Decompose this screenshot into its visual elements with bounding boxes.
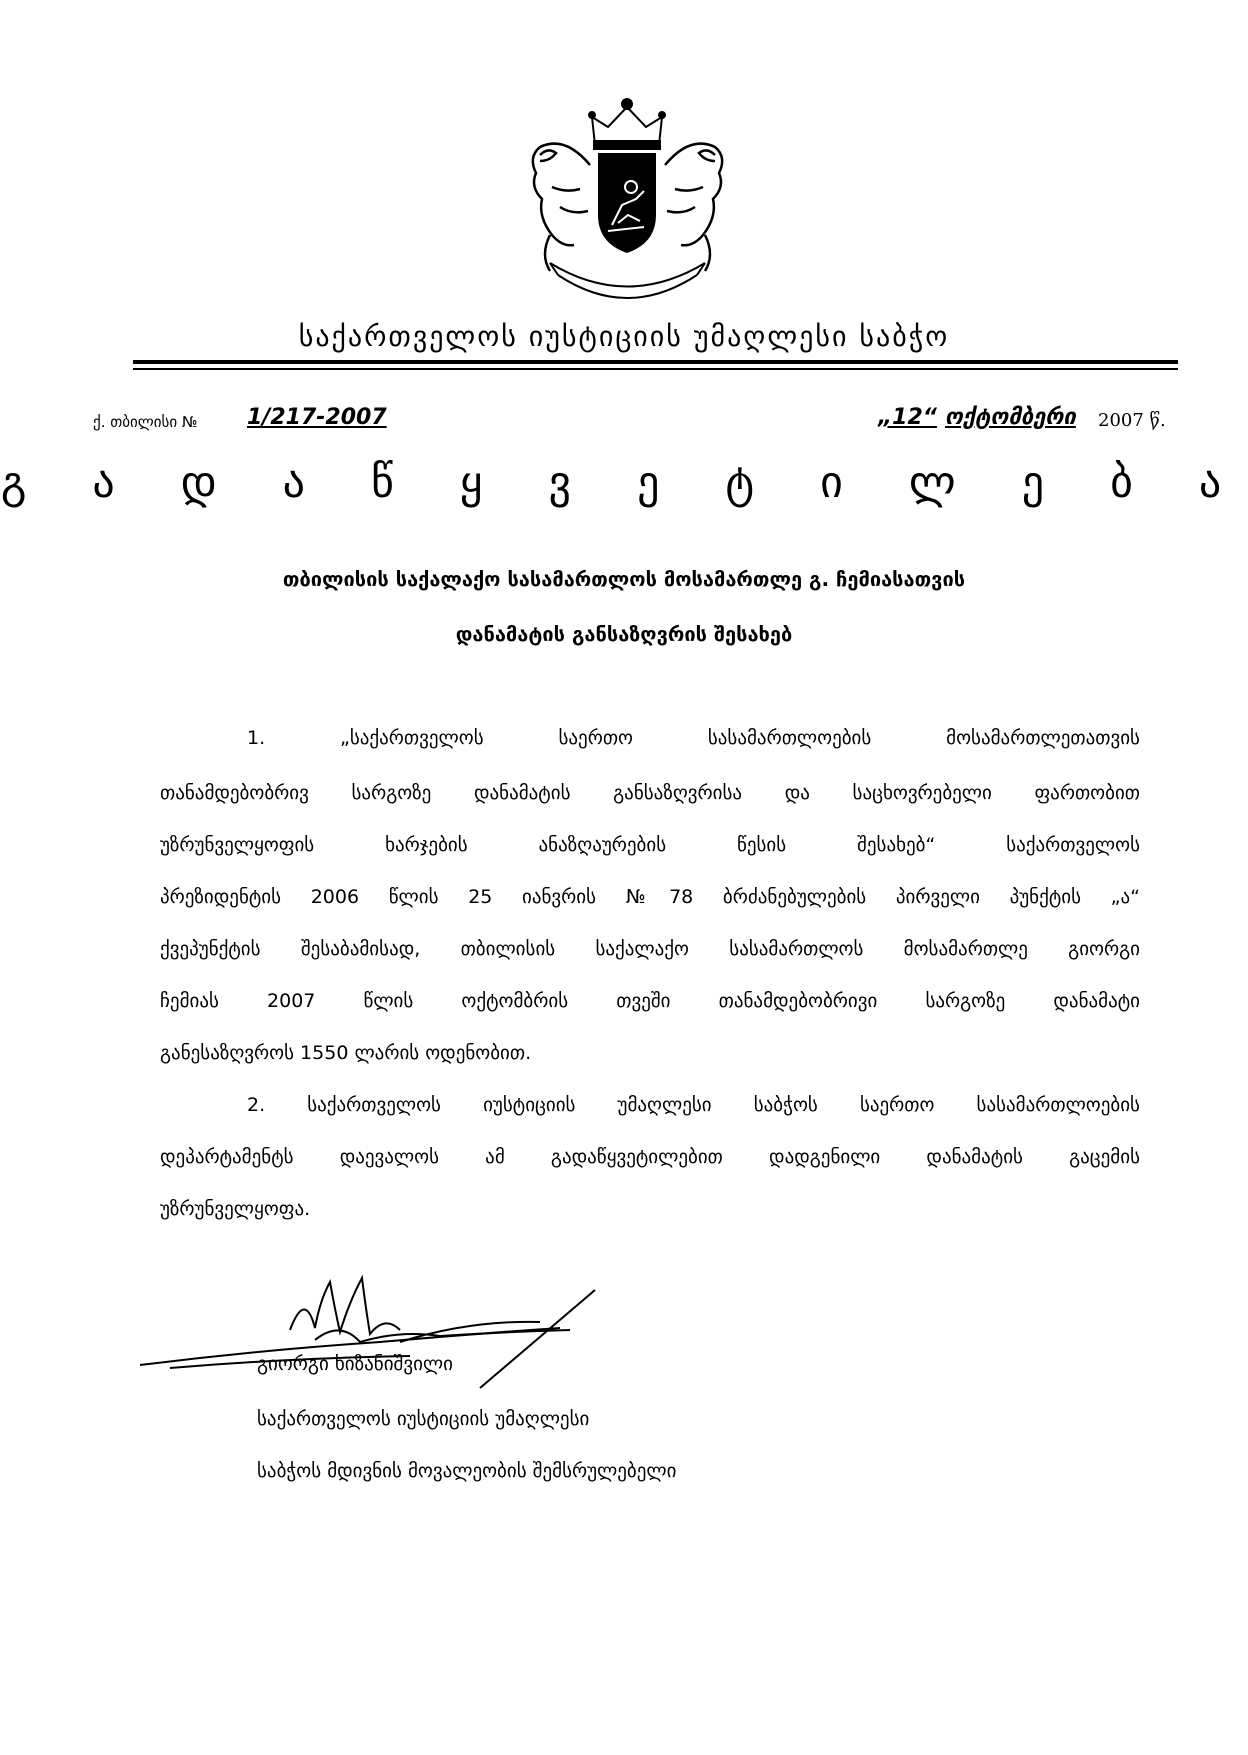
left-lion (533, 144, 590, 271)
signatory-title-line-2: საბჭოს მდივნის მოვალეობის შემსრულებელი (257, 1460, 677, 1482)
right-lion (665, 144, 722, 271)
body-line: ქვეპუნქტის შესაბამისად, თბილისის საქალაქო სასამართლოს მოსამართლე გიორგი (160, 938, 1140, 960)
date-year: 2007 წ. (1098, 410, 1166, 431)
document-number: 1/217-2007 (247, 405, 387, 430)
body-line: 1. „საქართველოს საერთო სასამართლოების მოსამართლეთათვის (247, 727, 1140, 749)
handwritten-signature (140, 1270, 680, 1400)
body-line: დეპარტამენტს დაევალოს ამ გადაწყვეტილებით დადგენილი დანამატის გაცემის (160, 1146, 1140, 1168)
crown (589, 99, 665, 149)
body-line: ჩემიას 2007 წლის ოქტომბრის თვეში თანამდებობრივი სარგოზე დანამატი (160, 990, 1140, 1012)
motto-ribbon (550, 263, 705, 298)
subject-line-2: დანამატის განსაზღვრის შესახებ (455, 622, 793, 646)
header-rule-thick (133, 360, 1178, 364)
body-line: თანამდებობრივ სარგოზე დანამატის განსაზღვრისა და საცხოვრებელი ფართობით (160, 782, 1140, 804)
body-line: 2. საქართველოს იუსტიციის უმაღლესი საბჭოს საერთო სასამართლოების (247, 1094, 1140, 1116)
place-label: ქ. თბილისი № (93, 413, 198, 431)
organization-header: საქართველოს იუსტიციის უმაღლესი საბჭო (298, 320, 950, 353)
date-month: ოქტომბერი (945, 405, 1076, 430)
body-line: უზრუნველყოფა. (160, 1198, 311, 1220)
date-day: „12“ (878, 405, 937, 430)
signatory-title-line-1: საქართველოს იუსტიციის უმაღლესი (257, 1408, 590, 1430)
subject-line-1: თბილისის საქალაქო სასამართლოს მოსამართლე გ. ჩემიასათვის (282, 567, 966, 591)
signatory-name: გიორგი ხიზანიშვილი (257, 1353, 453, 1375)
coat-of-arms-emblem (510, 95, 745, 305)
body-line: უზრუნველყოფის ხარჯების ანაზღაურების წესის შესახებ“ საქართველოს (160, 834, 1140, 856)
body-line: განესაზღვროს 1550 ლარის ოდენობით. (160, 1042, 532, 1064)
header-rule-thin (133, 368, 1178, 370)
body-line: პრეზიდენტის 2006 წლის 25 იანვრის №78 ბრძანებულების პირველი პუნქტის „ა“ (160, 886, 1140, 908)
document-type-title: გ ა დ ა წ ყ ვ ე ტ ი ლ ე ბ ა (0, 457, 1248, 508)
